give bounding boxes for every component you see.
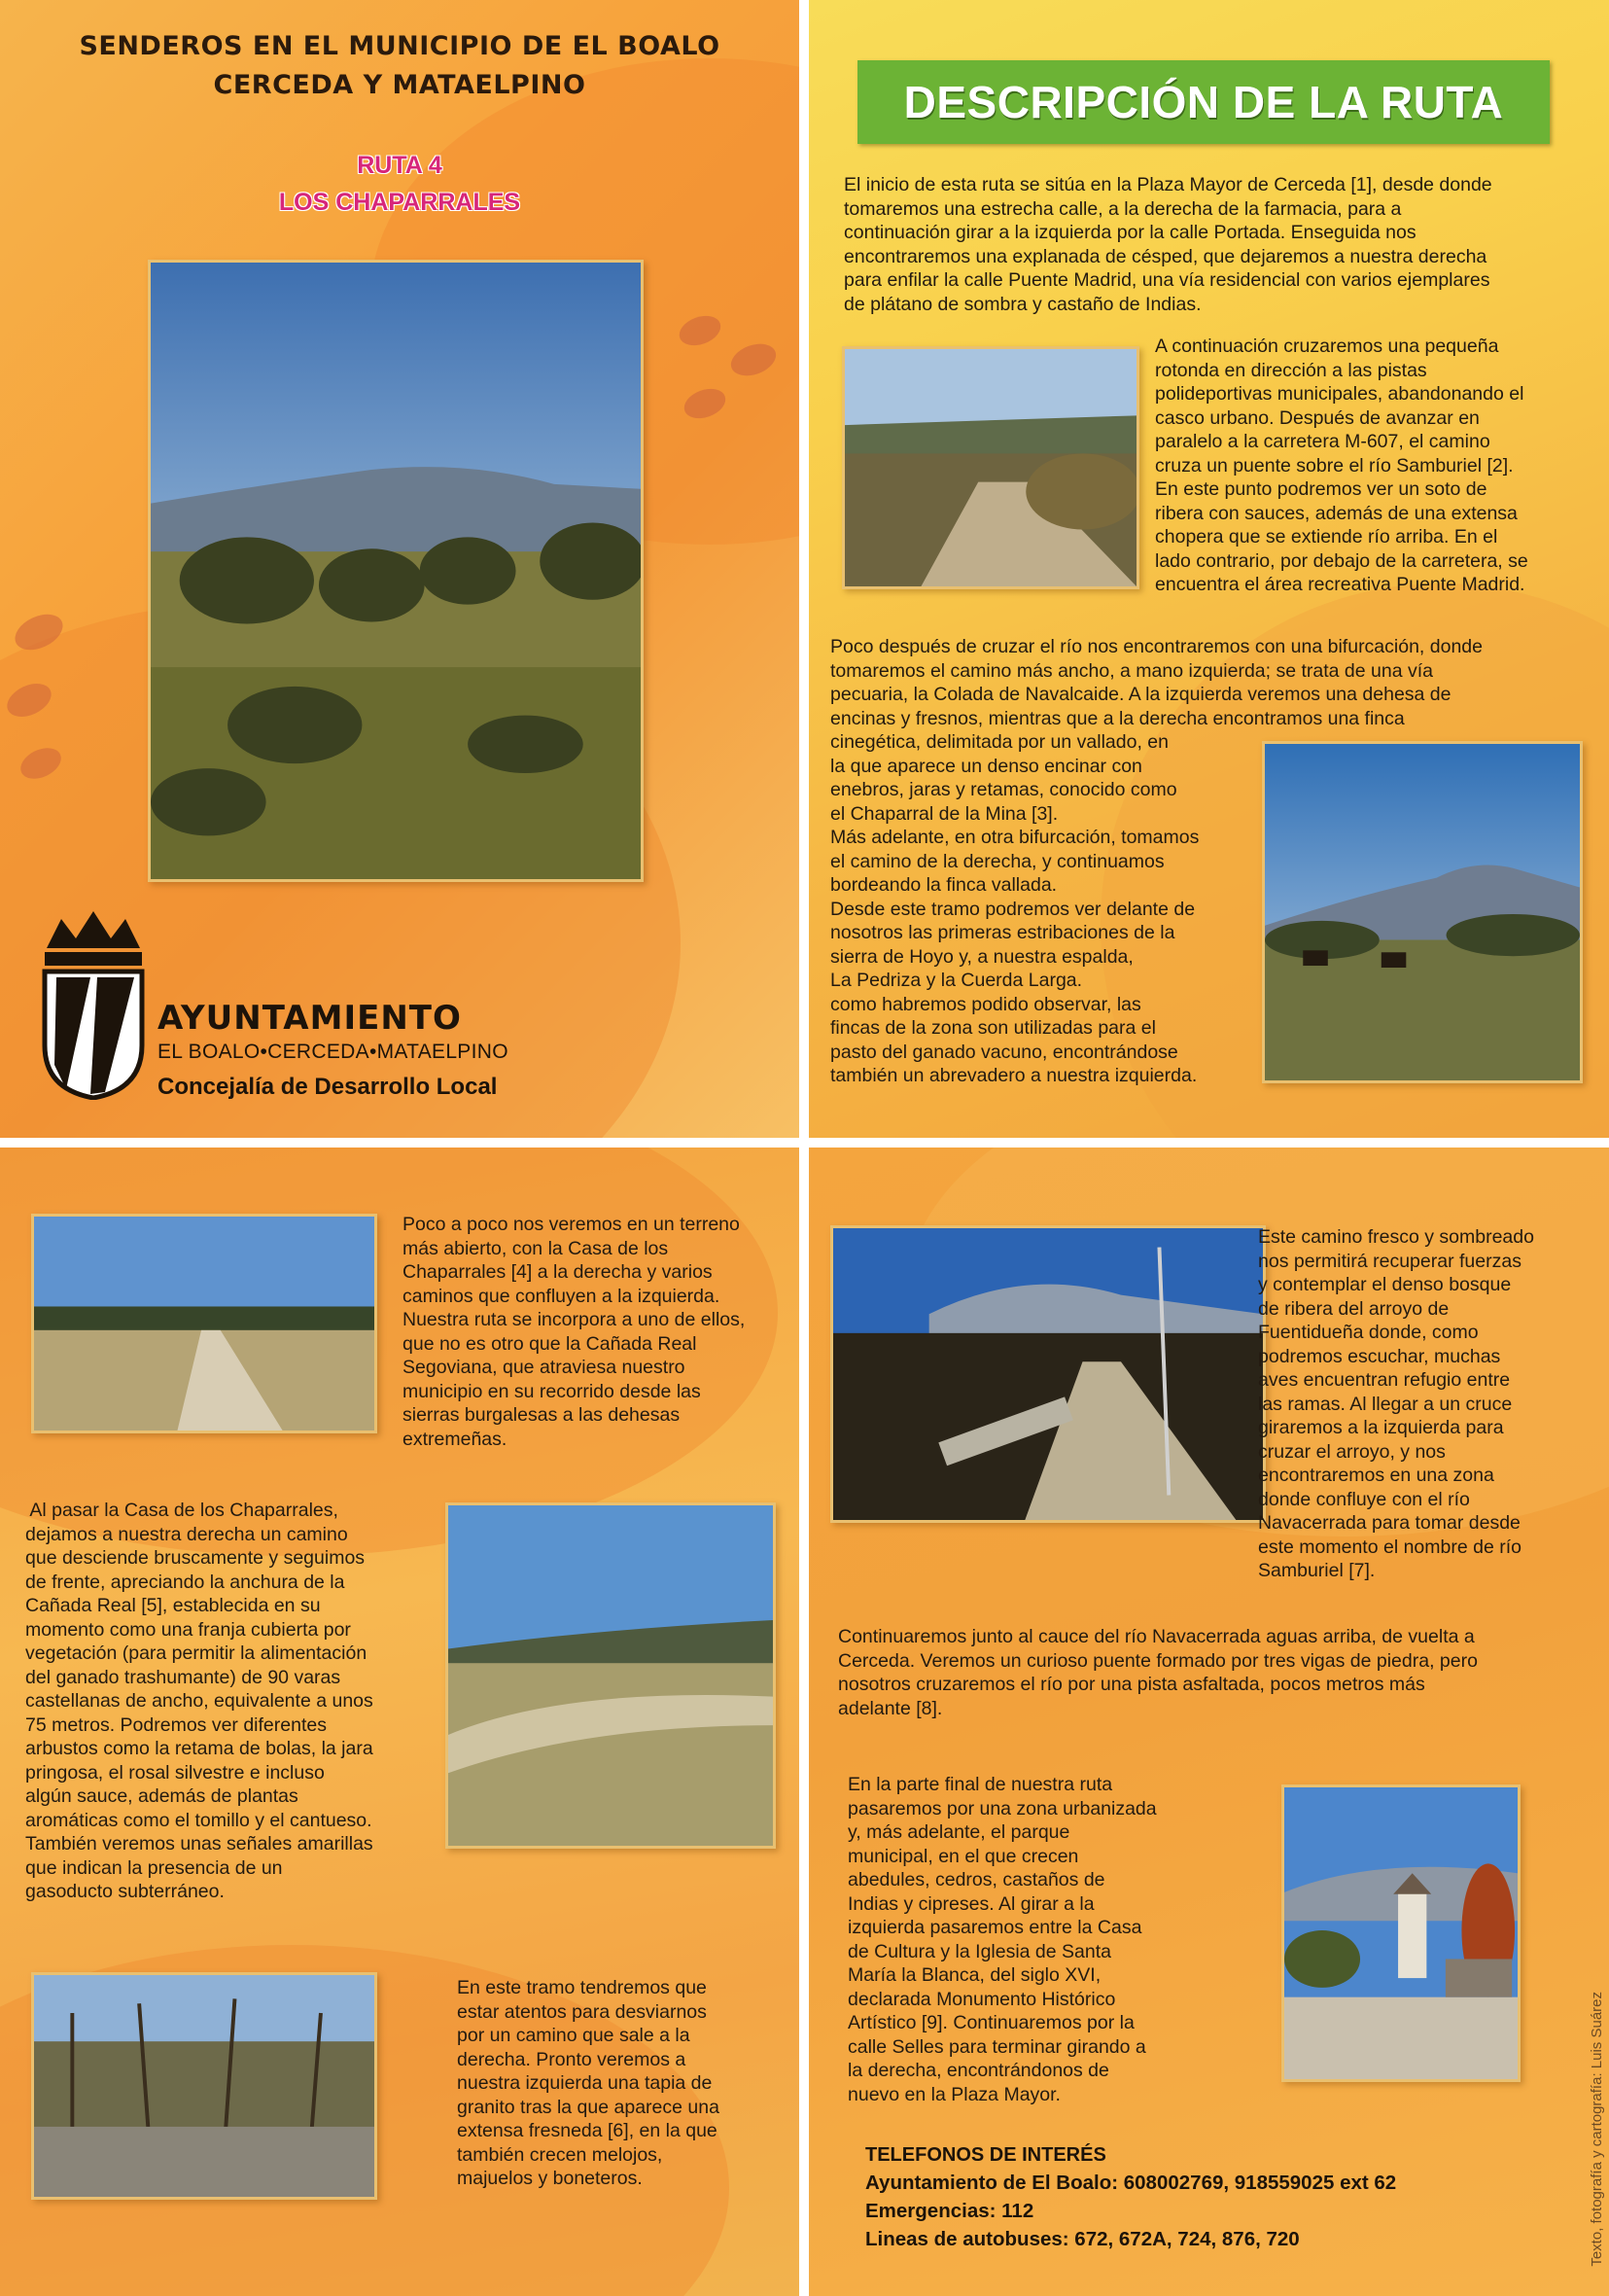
text-line: este momento el nombre de río xyxy=(1258,1536,1522,1558)
text-line: que indican la presencia de un xyxy=(25,1856,283,1879)
text-line: pringosa, el rosal silvestre e incluso xyxy=(25,1761,325,1784)
cover-panel xyxy=(0,0,799,1138)
text-line: dejamos a nuestra derecha un camino xyxy=(25,1523,348,1545)
text-line: Samburiel [7]. xyxy=(1258,1560,1376,1581)
text-line: extensa fresneda [6], en la que xyxy=(457,2120,717,2141)
footprints-icon xyxy=(661,292,787,447)
text-line: declarada Monumento Histórico xyxy=(848,1988,1116,2010)
text-line: En la parte final de nuestra ruta xyxy=(848,1774,1113,1795)
text-line: para enfilar la calle Puente Madrid, una vía residencial con varios ejemplares xyxy=(844,269,1490,291)
canada-paragraph-2 xyxy=(25,1499,434,1904)
text-line: A continuación cruzaremos una pequeña xyxy=(1155,336,1499,357)
text-line: momento como una franja cubierta por xyxy=(25,1618,351,1641)
text-line: el Chaparral de la Mina [3]. xyxy=(830,802,1059,825)
text-line: enebros, jaras y retamas, conocido como xyxy=(830,779,1177,800)
text-line: como habremos podido observar, las xyxy=(830,993,1141,1015)
text-line: la derecha, encontrándonos de xyxy=(848,2060,1109,2081)
text-line: caminos que confluyen a la izquierda. xyxy=(402,1285,720,1307)
text-line: tomaremos el camino más ancho, a mano izquierda; se trata de una vía xyxy=(830,659,1433,682)
text-line: gasoducto subterráneo. xyxy=(25,1881,225,1902)
description-panel xyxy=(809,0,1609,1138)
description-paragraph-3 xyxy=(830,635,1589,730)
text-line: adelante [8]. xyxy=(838,1697,943,1719)
text-line: Desde este tramo podremos ver delante de xyxy=(830,898,1196,920)
church-plaza-photo xyxy=(1281,1784,1521,2082)
credits-label: Texto, fotografía y cartografía: Luis Suárez xyxy=(1589,1992,1605,2267)
cover-heading-line1: SENDEROS EN EL MUNICIPIO DE EL BOALO xyxy=(79,31,720,61)
text-line: que desciende bruscamente y seguimos xyxy=(25,1547,366,1569)
text-line: lado contrario, por debajo de la carretera, se xyxy=(1155,549,1528,572)
text-line: nuevo en la Plaza Mayor. xyxy=(848,2083,1061,2105)
text-line: El inicio de esta ruta se sitúa en la Plaza Mayor de Cerceda [1], desde donde xyxy=(844,174,1492,195)
phones-title: TELEFONOS DE INTERÉS xyxy=(865,2144,1106,2166)
canada-paragraph-1 xyxy=(402,1213,791,1451)
concejalia-label: Concejalía de Desarrollo Local xyxy=(157,1074,498,1100)
text-line: majuelos y boneteros. xyxy=(457,2168,643,2189)
text-line: calle Selles para terminar girando a xyxy=(848,2035,1146,2058)
text-line: Nuestra ruta se incorpora a uno de ellos, xyxy=(402,1309,746,1330)
text-line: chopera que se extiende río arriba. En el xyxy=(1155,526,1498,548)
text-line: Segoviana, que atraviesa nuestro xyxy=(402,1357,685,1378)
text-line: encontraremos en una zona xyxy=(1258,1465,1494,1486)
text-line: Más adelante, en otra bifurcación, tomamos xyxy=(830,827,1200,848)
text-line: En este punto podremos ver un soto de xyxy=(1155,478,1487,500)
text-line: aromáticas como el tomillo y el cantueso. xyxy=(25,1809,372,1831)
text-line: nosotros las primeras estribaciones de la xyxy=(830,922,1175,943)
text-line: de Cultura y la Iglesia de Santa xyxy=(848,1940,1112,1962)
text-line: Cerceda. Veremos un curioso puente formado por tres vigas de piedra, pero xyxy=(838,1649,1478,1672)
text-line: de plátano de sombra y castaño de Indias. xyxy=(844,293,1202,315)
text-line: tomaremos una estrecha calle, a la derecha de la farmacia, para a xyxy=(844,197,1402,220)
footprints-icon xyxy=(0,603,78,788)
ayuntamiento-subtitle: EL BOALO•CERCEDA•MATAELPINO xyxy=(157,1041,508,1063)
text-line: cruza un puente sobre el río Samburiel [2]. xyxy=(1155,454,1514,477)
text-line: pasaremos por una zona urbanizada xyxy=(848,1797,1157,1819)
text-line: extremeñas. xyxy=(402,1428,507,1450)
text-line: de ribera del arroyo de xyxy=(1258,1297,1450,1320)
final-paragraph-1 xyxy=(1258,1225,1603,1583)
text-line: y, más adelante, el parque xyxy=(848,1821,1070,1843)
text-line: polideportivas municipales, abandonando el xyxy=(1155,383,1524,405)
text-line: cruzar el arroyo, y nos xyxy=(1258,1440,1446,1463)
text-line: sierra de Hoyo y, a nuestra espalda, xyxy=(830,945,1134,968)
text-line: izquierda pasaremos entre la Casa xyxy=(848,1917,1142,1938)
text-line: la que aparece un denso encinar con xyxy=(830,755,1142,777)
phone-emergencias: Emergencias: 112 xyxy=(865,2200,1034,2222)
ayuntamiento-title: AYUNTAMIENTO xyxy=(157,999,462,1038)
final-paragraph-3 xyxy=(848,1773,1217,2106)
text-line: paralelo a la carretera M-607, el camino xyxy=(1155,431,1490,452)
text-line: Artístico [9]. Continuaremos por la xyxy=(848,2012,1135,2033)
stone-wall-photo xyxy=(31,1972,377,2200)
text-line: cinegética, delimitada por un vallado, en xyxy=(830,731,1169,753)
text-line: fincas de la zona son utilizadas para el xyxy=(830,1017,1156,1039)
text-line: Navacerrada para tomar desde xyxy=(1258,1512,1521,1534)
text-line: Este camino fresco y sombreado xyxy=(1258,1226,1534,1248)
text-line: giraremos a la izquierda para xyxy=(1258,1417,1504,1438)
cattle-meadow-photo xyxy=(1262,741,1583,1083)
text-line: Poco después de cruzar el río nos encontraremos con una bifurcación, donde xyxy=(830,636,1483,657)
text-line: continuación girar a la izquierda por la calle Portada. Enseguida nos xyxy=(844,222,1417,243)
text-line: pecuaria, la Colada de Navalcaide. A la izquierda veremos una dehesa de xyxy=(830,684,1452,705)
text-line: También veremos unas señales amarillas xyxy=(25,1833,373,1854)
text-line: Al pasar la Casa de los Chaparrales, xyxy=(25,1500,338,1521)
text-line: encontraremos una explanada de césped, que dejaremos a nuestra derecha xyxy=(844,245,1487,267)
canada-panel xyxy=(0,1148,799,2296)
route-name: LOS CHAPARRALES xyxy=(278,189,521,216)
banner-title: DESCRIPCIÓN DE LA RUTA xyxy=(903,77,1504,127)
text-line: algún sauce, además de plantas xyxy=(25,1785,298,1807)
phone-ayuntamiento: Ayuntamiento de El Boalo: 608002769, 918559025 ext 62 xyxy=(865,2172,1397,2194)
text-line: aves encuentran refugio entre xyxy=(1258,1369,1511,1391)
final-paragraph-2 xyxy=(838,1625,1596,1720)
text-line: granito tras la que aparece una xyxy=(457,2096,719,2118)
text-line: Fuentidueña donde, como xyxy=(1258,1322,1479,1343)
text-line: el camino de la derecha, y continuamos xyxy=(830,850,1165,872)
description-paragraph-2 xyxy=(1155,335,1583,597)
text-line: Poco a poco nos veremos en un terreno xyxy=(402,1214,740,1235)
canada-paragraph-3 xyxy=(457,1976,787,2191)
text-line: Continuaremos junto al cauce del río Navacerrada aguas arriba, de vuelta a xyxy=(838,1626,1475,1647)
text-line: también un abrevadero a nuestra izquierda. xyxy=(830,1065,1198,1086)
text-line: bordeando la finca vallada. xyxy=(830,874,1058,896)
cover-landscape-photo xyxy=(148,260,644,882)
text-line: y contemplar el denso bosque xyxy=(1258,1274,1512,1295)
text-line: castellanas de ancho, equivalente a unos xyxy=(25,1690,373,1712)
text-line: En este tramo tendremos que xyxy=(457,1977,707,1998)
text-line: de frente, apreciando la anchura de la xyxy=(25,1571,345,1593)
phone-autobuses: Lineas de autobuses: 672, 672A, 724, 876, 720 xyxy=(865,2228,1300,2250)
final-panel xyxy=(809,1148,1609,2296)
description-paragraph-3-continued xyxy=(830,730,1248,1088)
wide-track-photo xyxy=(31,1214,377,1433)
description-paragraph-1 xyxy=(844,173,1563,316)
stream-crossing-photo xyxy=(830,1225,1266,1523)
text-line: también crecen melojos, xyxy=(457,2143,663,2166)
cover-heading-line2: CERCEDA Y MATAELPINO xyxy=(213,70,586,100)
text-line: del ganado trashumante) de 90 varas xyxy=(25,1666,341,1688)
coat-of-arms-icon xyxy=(37,909,150,1100)
text-line: municipal, en el que crecen xyxy=(848,1845,1079,1867)
route-number: RUTA 4 xyxy=(357,152,442,179)
bridge-path-photo xyxy=(842,346,1139,589)
text-line: nuestra izquierda una tapia de xyxy=(457,2072,713,2094)
text-line: Indias y cipreses. Al girar a la xyxy=(848,1892,1095,1915)
text-line: Cañada Real [5], establecida en su xyxy=(25,1595,321,1616)
text-line: arbustos como la retama de bolas, la jara xyxy=(25,1738,373,1759)
text-line: vegetación (para permitir la alimentación xyxy=(25,1643,367,1664)
text-line: más abierto, con la Casa de los xyxy=(402,1237,669,1259)
description-banner xyxy=(857,60,1550,144)
text-line: las ramas. Al llegar a un cruce xyxy=(1258,1393,1513,1415)
text-line: podremos escuchar, muchas xyxy=(1258,1345,1501,1367)
text-line: nos permitirá recuperar fuerzas xyxy=(1258,1250,1522,1272)
text-line: 75 metros. Podremos ver diferentes xyxy=(25,1713,327,1736)
text-line: sierras burgalesas a las dehesas xyxy=(402,1404,681,1426)
text-line: estar atentos para desviarnos xyxy=(457,2000,707,2023)
text-line: encuentra el área recreativa Puente Madrid. xyxy=(1155,574,1525,595)
text-line: pasto del ganado vacuno, encontrándose xyxy=(830,1041,1178,1063)
text-line: abedules, cedros, castaños de xyxy=(848,1869,1105,1890)
text-line: que no es otro que la Cañada Real xyxy=(402,1332,697,1355)
text-line: casco urbano. Después de avanzar en xyxy=(1155,406,1480,429)
text-line: María la Blanca, del siglo XVI, xyxy=(848,1964,1102,1986)
text-line: por un camino que sale a la xyxy=(457,2025,690,2046)
text-line: nosotros cruzaremos el río por una pista asfaltada, pocos metros más xyxy=(838,1674,1425,1695)
text-line: ribera con sauces, además de una extensa xyxy=(1155,502,1518,524)
canada-real-photo xyxy=(445,1502,776,1849)
text-line: rotonda en dirección a las pistas xyxy=(1155,359,1427,381)
text-line: municipio en su recorrido desde las xyxy=(402,1380,701,1402)
text-line: encinas y fresnos, mientras que a la derecha encontramos una finca xyxy=(830,707,1405,729)
text-line: Chaparrales [4] a la derecha y varios xyxy=(402,1261,713,1283)
text-line: donde confluye con el río xyxy=(1258,1488,1470,1510)
text-line: derecha. Pronto veremos a xyxy=(457,2048,686,2070)
text-line: La Pedriza y la Cuerda Larga. xyxy=(830,970,1083,991)
